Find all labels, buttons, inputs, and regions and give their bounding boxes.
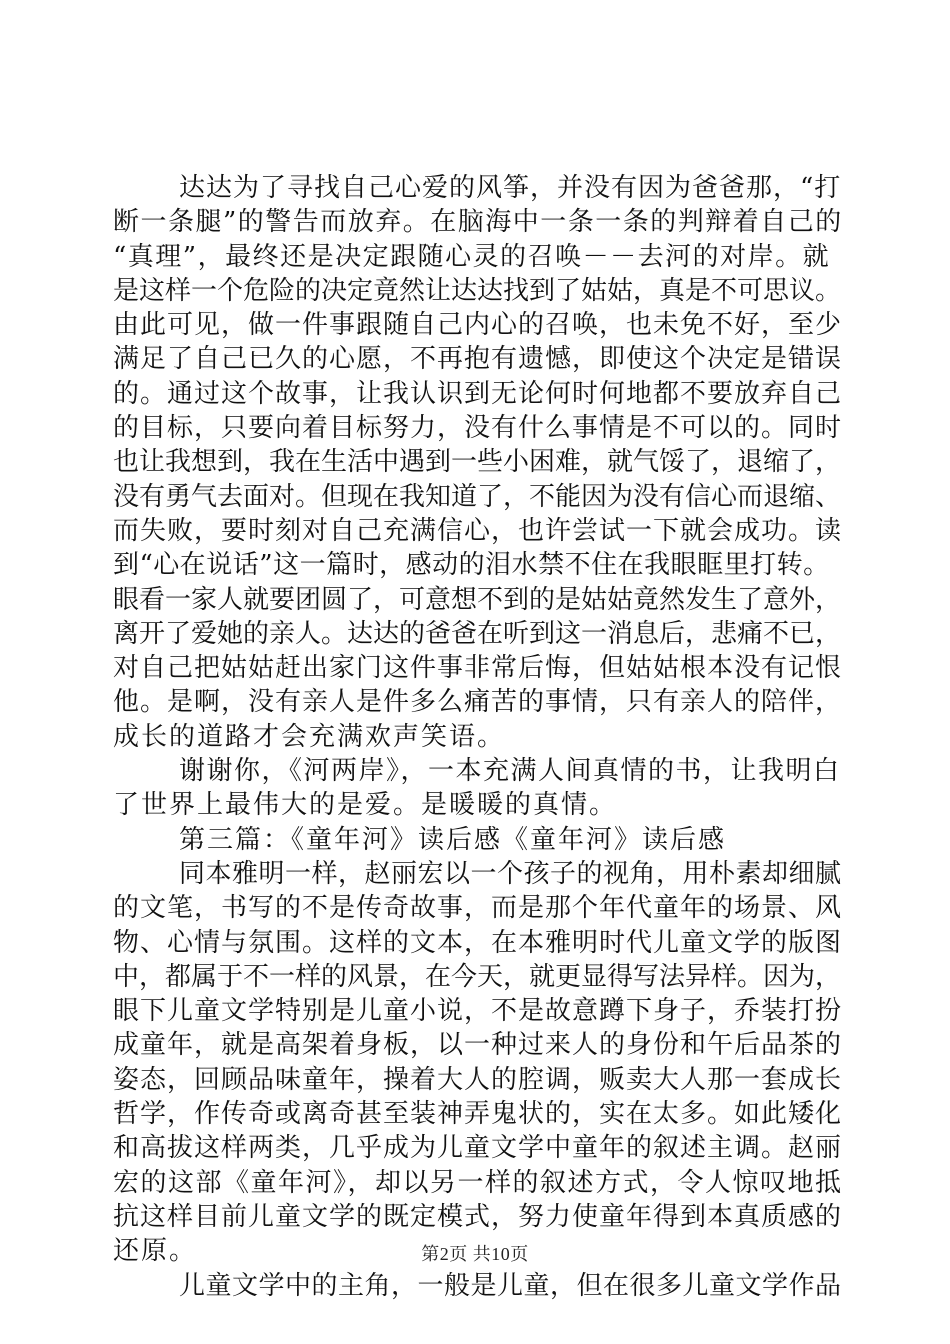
text-line: 到“心在说话”这一篇时，感动的泪水禁不住在我眼眶里打转。 bbox=[113, 550, 830, 581]
text-line: 姿态，回顾品味童年，操着大人的腔调，贩卖大人那一套成长 bbox=[113, 1064, 843, 1095]
paragraph-first-line: 第三篇：《童年河》读后感《童年河》读后感 bbox=[179, 824, 727, 855]
text-line: 成童年，就是高架着身板，以一种过来人的身份和午后品茶的 bbox=[113, 1030, 843, 1061]
text-line: 没有勇气去面对。但现在我知道了，不能因为没有信心而退缩、 bbox=[113, 481, 842, 512]
text-line: 也让我想到，我在生活中遇到一些小困难，就气馁了，退缩了， bbox=[113, 447, 842, 478]
text-line: 离开了爱她的亲人。达达的爸爸在听到这一消息后，悲痛不已， bbox=[113, 618, 842, 649]
text-line: 的文笔，书写的不是传奇故事，而是那个年代童年的场景、风 bbox=[113, 893, 843, 924]
text-line: 抗这样目前儿童文学的既定模式，努力使童年得到本真质感的 bbox=[113, 1201, 843, 1232]
text-line: “真理”，最终还是决定跟随心灵的召唤－－去河的对岸。就 bbox=[113, 241, 831, 272]
text-line: 中，都属于不一样的风景，在今天，就更显得写法异样。因为， bbox=[113, 961, 842, 992]
text-line: 是这样一个危险的决定竟然让达达找到了姑姑，真是不可思议。 bbox=[113, 275, 842, 306]
text-line: 眼下儿童文学特别是儿童小说，不是故意蹲下身子，乔装打扮 bbox=[113, 996, 843, 1027]
text-line: 对自己把姑姑赶出家门这件事非常后悔，但姑姑根本没有记恨 bbox=[113, 653, 843, 684]
text-line: 由此可见，做一件事跟随自己内心的召唤，也未免不好，至少 bbox=[113, 310, 843, 341]
document-body bbox=[113, 171, 843, 1303]
text-line: 的。通过这个故事，让我认识到无论何时何地都不要放弃自己 bbox=[113, 378, 843, 409]
text-line: 眼看一家人就要团圆了，可意想不到的是姑姑竟然发生了意外， bbox=[113, 584, 842, 615]
paragraph-first-line: 同本雅明一样，赵丽宏以一个孩子的视角，用朴素却细腻 bbox=[179, 858, 842, 889]
text-line: 还原。 bbox=[113, 1236, 198, 1267]
paragraph-first-line: 谢谢你，《河两岸》，一本充满人间真情的书，让我明白 bbox=[179, 756, 841, 787]
text-line: 了世界上最伟大的是爱。是暖暖的真情。 bbox=[113, 790, 618, 821]
text-line: 物、心情与氛围。这样的文本，在本雅明时代儿童文学的版图 bbox=[113, 927, 843, 958]
text-line: 和高拔这样两类，几乎成为儿童文学中童年的叙述主调。赵丽 bbox=[113, 1133, 843, 1164]
paragraph-first-line: 达达为了寻找自己心爱的风筝，并没有因为爸爸那，“打 bbox=[179, 173, 842, 203]
text-line: 哲学，作传奇或离奇甚至装神弄鬼状的，实在太多。如此矮化 bbox=[113, 1099, 843, 1130]
text-line: 的目标，只要向着目标努力，没有什么事情是不可以的。同时 bbox=[113, 413, 843, 444]
text-line: 宏的这部《童年河》，却以另一样的叙述方式，令人惊叹地抵 bbox=[113, 1167, 843, 1198]
page-footer: 第2页 共10页 bbox=[421, 1244, 529, 1264]
text-line: 成长的道路才会充满欢声笑语。 bbox=[113, 721, 506, 752]
text-line: 断一条腿”的警告而放弃。在脑海中一条一条的判辩着自己的 bbox=[113, 207, 843, 238]
text-line: 他。是啊，没有亲人是件多么痛苦的事情，只有亲人的陪伴， bbox=[113, 687, 843, 718]
text-line: 满足了自己已久的心愿，不再抱有遗憾，即使这个决定是错误 bbox=[113, 344, 843, 375]
text-line: 而失败，要时刻对自己充满信心，也许尝试一下就会成功。读 bbox=[113, 515, 843, 546]
paragraph-first-line: 儿童文学中的主角，一般是儿童，但在很多儿童文学作品 bbox=[179, 1270, 842, 1301]
